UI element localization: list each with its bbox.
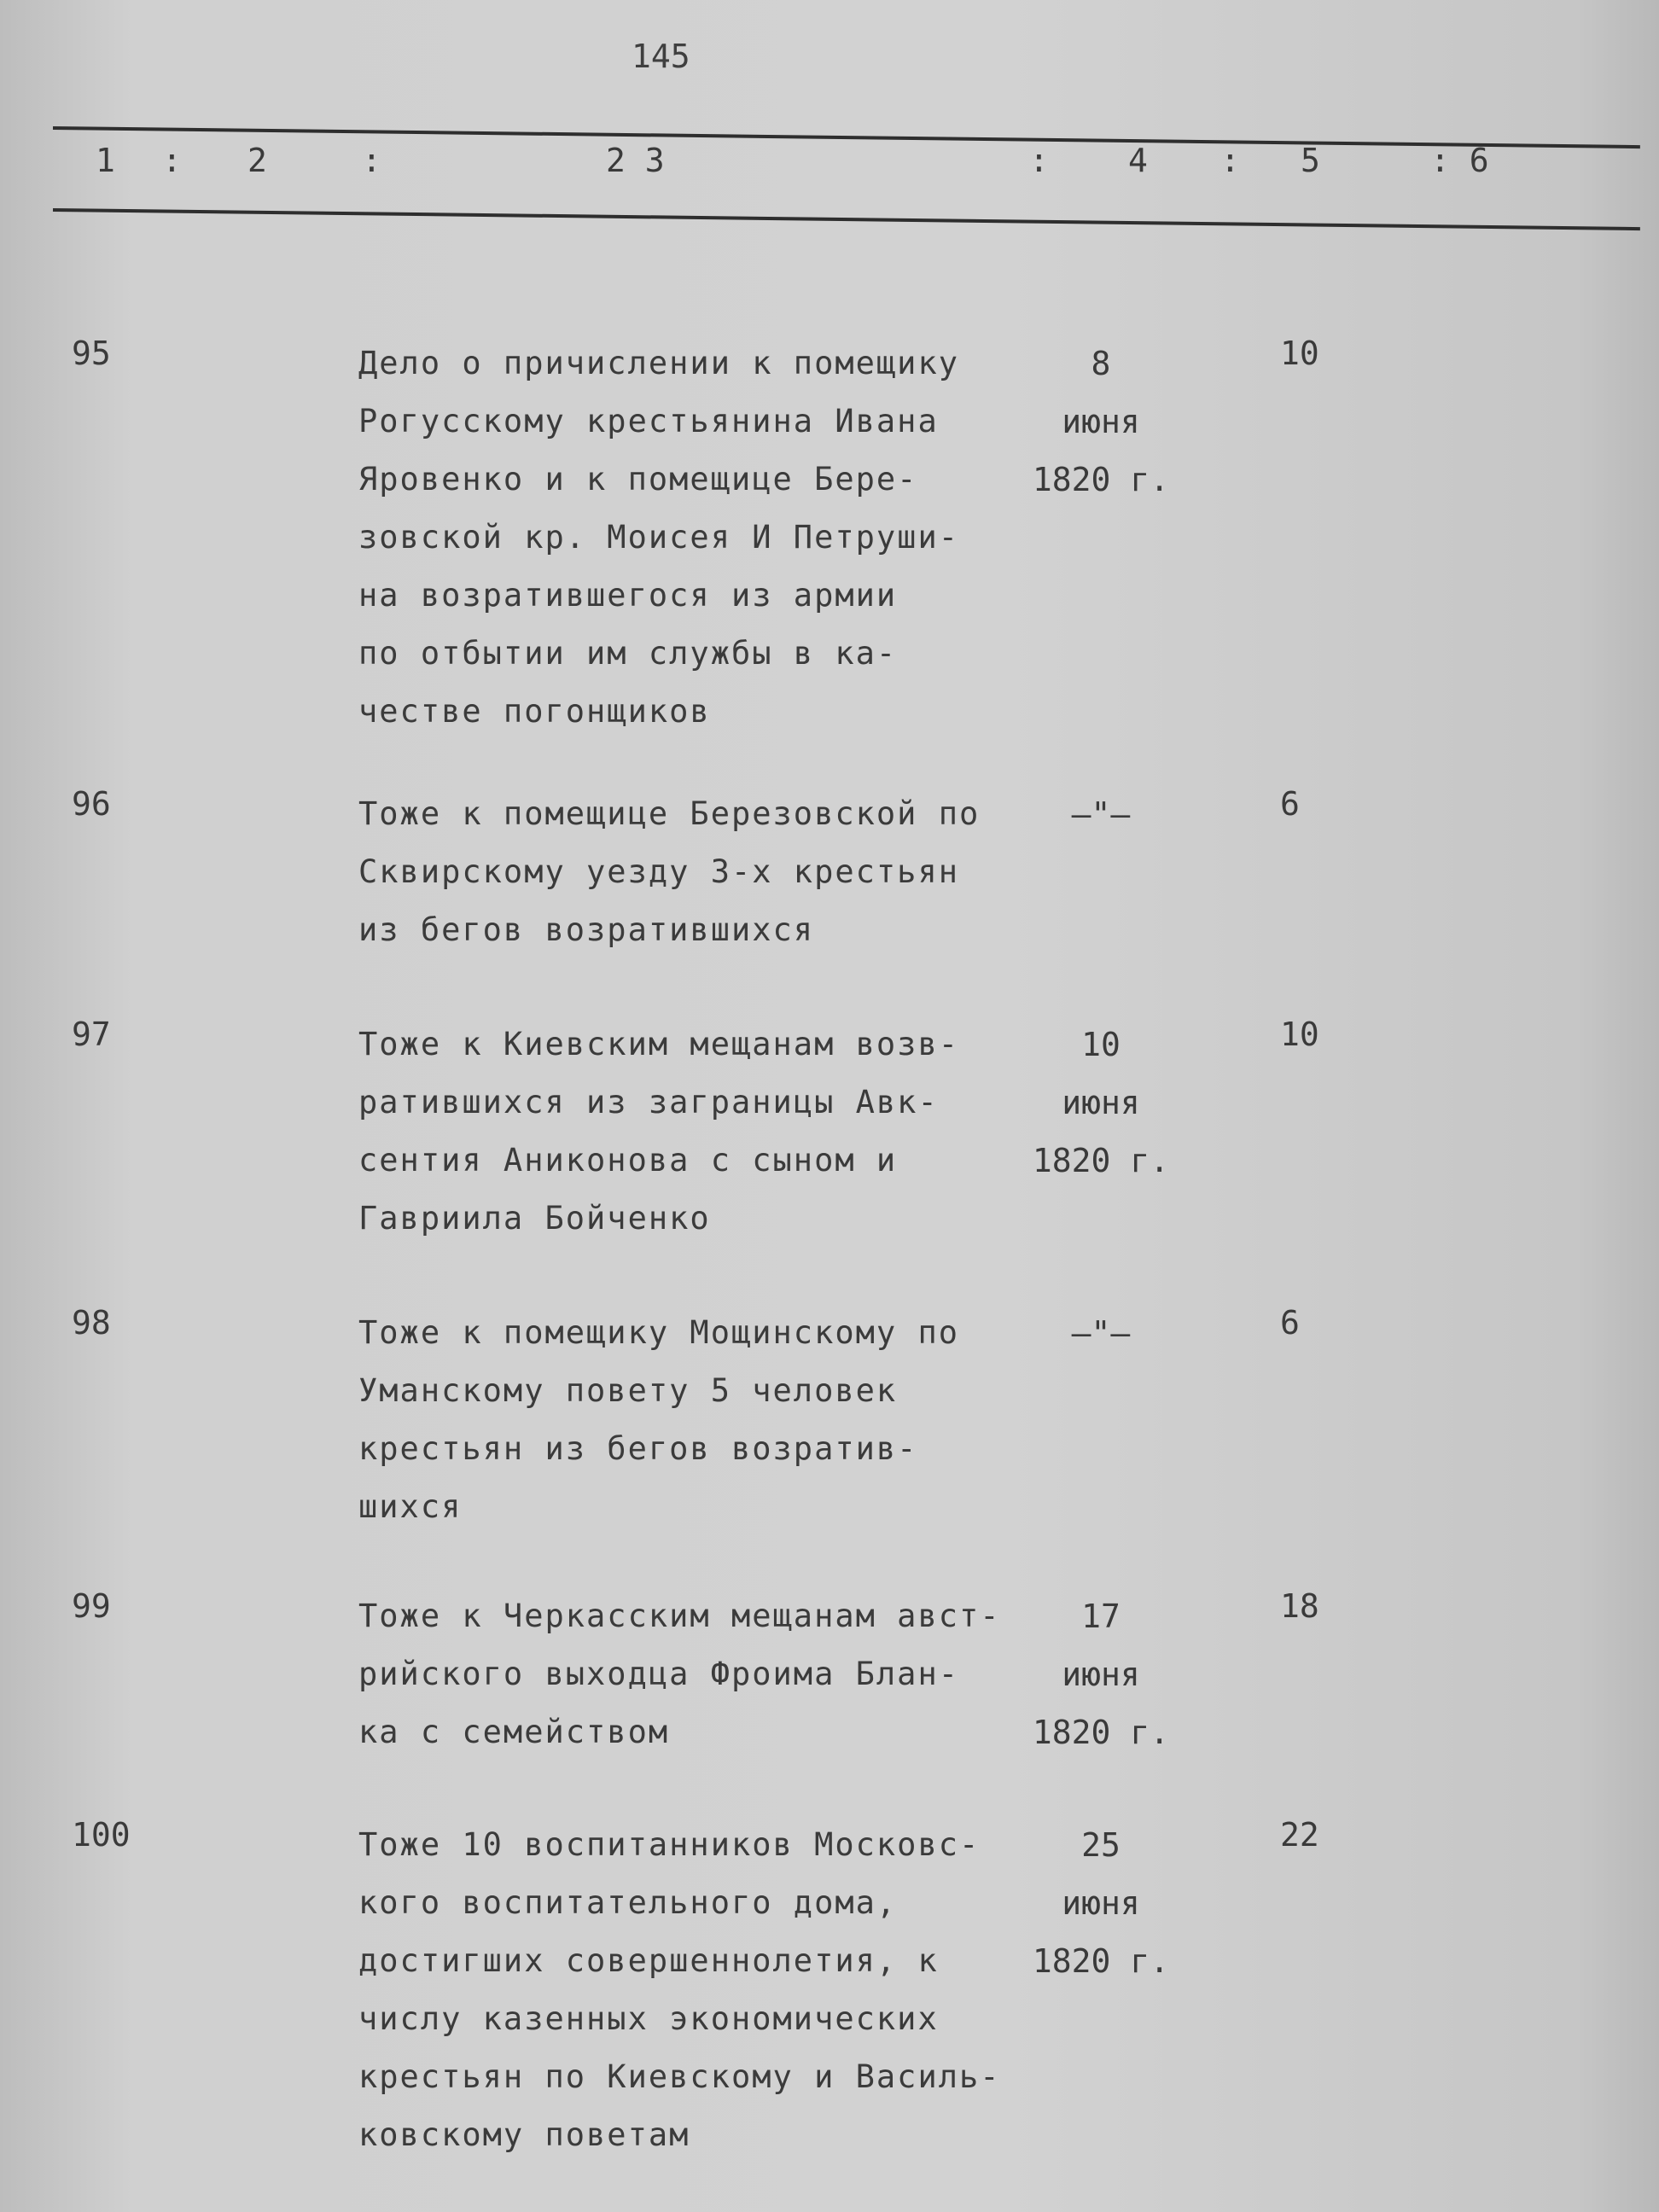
record-number: 100 xyxy=(72,1816,131,1854)
date-line: –"– xyxy=(1071,795,1131,833)
record-number: 99 xyxy=(72,1587,111,1625)
description-line: рийского выходца Фроима Блан- xyxy=(358,1656,960,1692)
record-description xyxy=(358,335,1058,741)
description-line: Уманскому повету 5 человек xyxy=(358,1372,898,1409)
record-date xyxy=(1024,335,1178,509)
date-line: 1820 г. xyxy=(1032,461,1170,498)
date-line: июня xyxy=(1062,1884,1140,1922)
record-sheet-count: 22 xyxy=(1280,1816,1319,1854)
record-date xyxy=(1024,785,1178,843)
column-header-2: 2 xyxy=(247,142,267,179)
description-line: ка с семейством xyxy=(358,1714,670,1750)
date-line: 10 xyxy=(1081,1026,1121,1063)
column-header-separator: : xyxy=(362,142,381,179)
description-line: Тоже к помещице Березовской по xyxy=(358,795,981,832)
description-line: зовской кр. Моисея И Петруши- xyxy=(358,519,960,556)
record-description xyxy=(358,1587,1058,1761)
column-header-separator: : xyxy=(162,142,182,179)
record-sheet-count: 10 xyxy=(1280,1016,1319,1053)
record-number: 95 xyxy=(72,335,111,372)
date-line: июня xyxy=(1062,403,1140,440)
column-header-separator: : xyxy=(1220,142,1240,179)
description-line: Гавриила Бойченко xyxy=(358,1200,711,1237)
date-line: 1820 г. xyxy=(1032,1142,1170,1179)
date-line: 17 xyxy=(1081,1598,1121,1635)
description-line: Дело о причислении к помещику xyxy=(358,345,960,381)
date-line: июня xyxy=(1062,1084,1140,1121)
description-line: достигших совершеннолетия, к xyxy=(358,1942,939,1979)
record-description xyxy=(358,1816,1058,2164)
record-sheet-count: 6 xyxy=(1280,1304,1300,1342)
column-header-separator: : xyxy=(1029,142,1049,179)
description-line: шихся xyxy=(358,1488,463,1525)
date-line: 1820 г. xyxy=(1032,1942,1170,1980)
record-number: 97 xyxy=(72,1016,111,1053)
description-line: честве погонщиков xyxy=(358,693,711,730)
record-sheet-count: 6 xyxy=(1280,785,1300,823)
record-date xyxy=(1024,1816,1178,1990)
header-rule-bottom xyxy=(53,208,1640,230)
description-line: Тоже к Киевским мещанам возв- xyxy=(358,1026,960,1062)
description-line: ратившихся из заграницы Авк- xyxy=(358,1084,939,1121)
column-header-5: 5 xyxy=(1301,142,1320,179)
description-line: на возратившегося из армии xyxy=(358,577,898,614)
record-number: 96 xyxy=(72,785,111,823)
description-line: кого воспитательного дома, xyxy=(358,1884,898,1921)
description-line: из бегов возратившихся xyxy=(358,911,815,948)
date-line: 8 xyxy=(1091,345,1111,382)
description-line: сентия Аниконова с сыном и xyxy=(358,1142,898,1179)
description-line: Сквирскому уезду 3-х крестьян xyxy=(358,853,960,890)
column-header-3: 2 3 xyxy=(606,142,665,179)
column-header-1: 1 xyxy=(96,142,115,179)
description-line: Рогусскому крестьянина Ивана xyxy=(358,403,939,439)
record-date xyxy=(1024,1587,1178,1761)
date-line: июня xyxy=(1062,1656,1140,1693)
description-line: по отбытии им службы в ка- xyxy=(358,635,898,672)
description-line: Тоже к Черкасским мещанам авст- xyxy=(358,1598,1001,1634)
page-number: 145 xyxy=(632,38,690,75)
description-line: Тоже 10 воспитанников Московс- xyxy=(358,1826,981,1863)
description-line: числу казенных экономических xyxy=(358,2000,939,2037)
description-line: ковскому поветам xyxy=(358,2116,690,2153)
record-description xyxy=(358,1304,1058,1536)
description-line: крестьян по Киевскому и Василь- xyxy=(358,2058,1001,2095)
record-date xyxy=(1024,1304,1178,1362)
record-description xyxy=(358,1016,1058,1248)
column-header-6: : 6 xyxy=(1430,142,1489,179)
date-line: 1820 г. xyxy=(1032,1714,1170,1751)
description-line: Тоже к помещику Мощинскому по xyxy=(358,1314,960,1351)
record-number: 98 xyxy=(72,1304,111,1342)
description-line: крестьян из бегов возратив- xyxy=(358,1430,918,1467)
date-line: –"– xyxy=(1071,1314,1131,1352)
column-header-4: 4 xyxy=(1128,142,1148,179)
record-date xyxy=(1024,1016,1178,1190)
record-sheet-count: 18 xyxy=(1280,1587,1319,1625)
header-rule-top xyxy=(53,126,1640,148)
record-description xyxy=(358,785,1058,959)
record-sheet-count: 10 xyxy=(1280,335,1319,372)
date-line: 25 xyxy=(1081,1826,1121,1864)
description-line: Яровенко и к помещице Бере- xyxy=(358,461,918,498)
